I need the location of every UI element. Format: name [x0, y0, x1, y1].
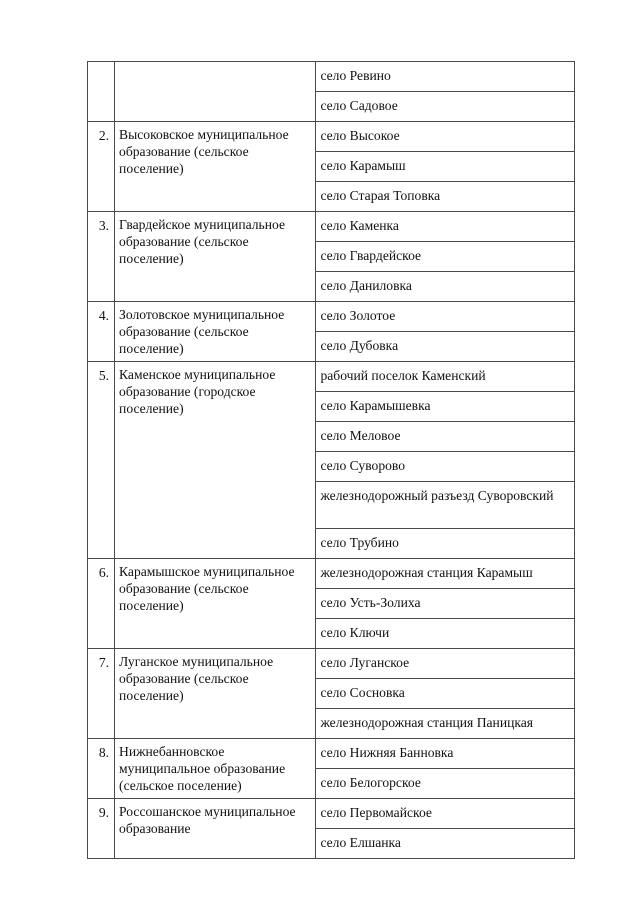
table-row: [88, 212, 575, 242]
settlement-cell: село Елшанка: [316, 829, 575, 859]
settlement-cell: село Карамышевка: [316, 392, 575, 422]
row-number-cell: [88, 62, 115, 122]
row-number-cell: 7.: [88, 649, 115, 739]
settlement-cell: село Суворово: [316, 452, 575, 482]
municipality-name-cell: Каменское муниципальное образование (городское поселение): [115, 362, 316, 559]
row-number-cell: 2.: [88, 122, 115, 212]
settlement-cell: село Сосновка: [316, 679, 575, 709]
row-number-cell: 5.: [88, 362, 115, 559]
table-row: [88, 62, 575, 92]
municipality-name-cell: Карамышское муниципальное образование (сельское поселение): [115, 559, 316, 649]
settlement-cell: железнодорожная станция Паницкая: [316, 709, 575, 739]
settlement-cell: село Усть-Золиха: [316, 589, 575, 619]
table-row: [88, 362, 575, 392]
municipality-name-cell: Высоковское муниципальное образование (сельское поселение): [115, 122, 316, 212]
row-number-cell: 8.: [88, 739, 115, 799]
settlement-cell: село Трубино: [316, 529, 575, 559]
settlement-cell: село Садовое: [316, 92, 575, 122]
row-number-cell: 4.: [88, 302, 115, 362]
row-number-cell: 9.: [88, 799, 115, 859]
settlement-cell: рабочий поселок Каменский: [316, 362, 575, 392]
municipality-name-cell: [115, 62, 316, 122]
municipality-name-cell: Золотовское муниципальное образование (сельское поселение): [115, 302, 316, 362]
settlement-cell: село Золотое: [316, 302, 575, 332]
settlement-cell: село Нижняя Банновка: [316, 739, 575, 769]
settlement-cell: село Белогорское: [316, 769, 575, 799]
municipality-name-cell: Россошанское муниципальное образование: [115, 799, 316, 859]
table-row: [88, 739, 575, 769]
settlement-cell: село Каменка: [316, 212, 575, 242]
table-row: [88, 302, 575, 332]
table-row: [88, 122, 575, 152]
municipality-name-cell: Гвардейское муниципальное образование (сельское поселение): [115, 212, 316, 302]
settlement-cell: село Первомайское: [316, 799, 575, 829]
settlements-table: [87, 61, 575, 859]
municipality-name-cell: Нижнебанновское муниципальное образование (сельское поселение): [115, 739, 316, 799]
row-number-cell: 3.: [88, 212, 115, 302]
settlement-cell: железнодорожная станция Карамыш: [316, 559, 575, 589]
settlement-cell: село Ключи: [316, 619, 575, 649]
settlement-cell: село Карамыш: [316, 152, 575, 182]
settlement-cell: село Даниловка: [316, 272, 575, 302]
settlement-cell: село Старая Топовка: [316, 182, 575, 212]
table-row: [88, 559, 575, 589]
row-number-cell: 6.: [88, 559, 115, 649]
settlement-cell: село Высокое: [316, 122, 575, 152]
settlement-cell: село Луганское: [316, 649, 575, 679]
settlement-cell: село Дубовка: [316, 332, 575, 362]
settlement-cell: село Меловое: [316, 422, 575, 452]
table-row: [88, 799, 575, 829]
settlements-table-body: [88, 62, 575, 859]
settlement-cell: железнодорожный разъезд Суворовский: [316, 482, 575, 529]
table-row: [88, 649, 575, 679]
municipality-name-cell: Луганское муниципальное образование (сельское поселение): [115, 649, 316, 739]
settlement-cell: село Гвардейское: [316, 242, 575, 272]
settlement-cell: село Ревино: [316, 62, 575, 92]
